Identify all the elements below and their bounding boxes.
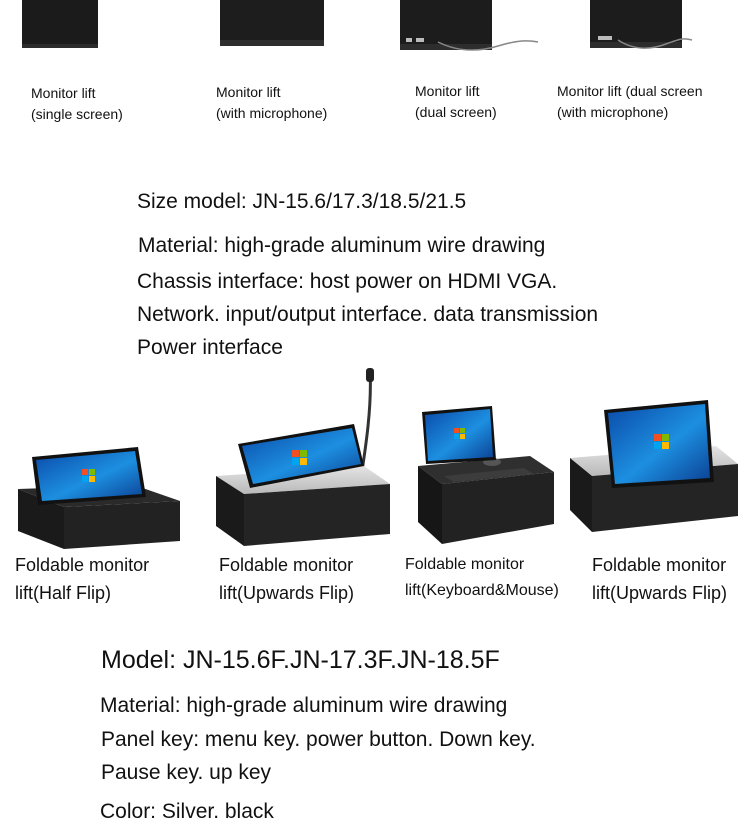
- product-image-half-flip: [14, 445, 182, 550]
- caption-half-flip: Foldable monitor lift(Half Flip): [15, 555, 150, 603]
- spec-material-2: Material: high-grade aluminum wire drawing: [100, 694, 508, 717]
- spec-model: Model: JN-15.6F.JN-17.3F.JN-18.5F: [101, 646, 500, 674]
- spec-size-model: Size model: JN-15.6/17.3/18.5/21.5: [137, 190, 467, 213]
- spec-network: Network. input/output interface. data transmission: [137, 303, 599, 326]
- caption-with-microphone: Monitor lift (with microphone): [216, 84, 328, 121]
- spec-chassis-interface: Chassis interface: host power on HDMI VGA.: [137, 270, 558, 293]
- spec-color: Color: Silver. black: [100, 800, 274, 823]
- spec-material: Material: high-grade aluminum wire drawing: [138, 234, 546, 257]
- spec-pause-key: Pause key. up key: [101, 761, 272, 784]
- product-image-dual-screen-microphone: [588, 0, 694, 54]
- product-image-keyboard-mouse: [414, 404, 556, 546]
- caption-dual-screen-microphone: Monitor lift (dual screen (with microphone): [557, 83, 703, 120]
- caption-upwards-flip-2: Foldable monitor lift(Upwards Flip): [592, 555, 728, 603]
- spec-panel-key: Panel key: menu key. power button. Down key.: [101, 728, 536, 751]
- caption-keyboard-mouse: Foldable monitor lift(Keyboard&Mouse): [405, 556, 559, 599]
- product-image-dual-screen: [398, 0, 540, 56]
- product-image-upwards-flip: [568, 398, 740, 534]
- caption-upwards-flip-1: Foldable monitor lift(Upwards Flip): [219, 555, 355, 603]
- product-image-upwards-flip-microphone: [214, 366, 392, 548]
- spec-power: Power interface: [137, 336, 283, 359]
- product-image-with-microphone: [218, 0, 328, 52]
- product-image-single-screen: [20, 0, 102, 52]
- caption-dual-screen: Monitor lift (dual screen): [415, 83, 497, 120]
- caption-single-screen: Monitor lift (single screen): [31, 85, 123, 122]
